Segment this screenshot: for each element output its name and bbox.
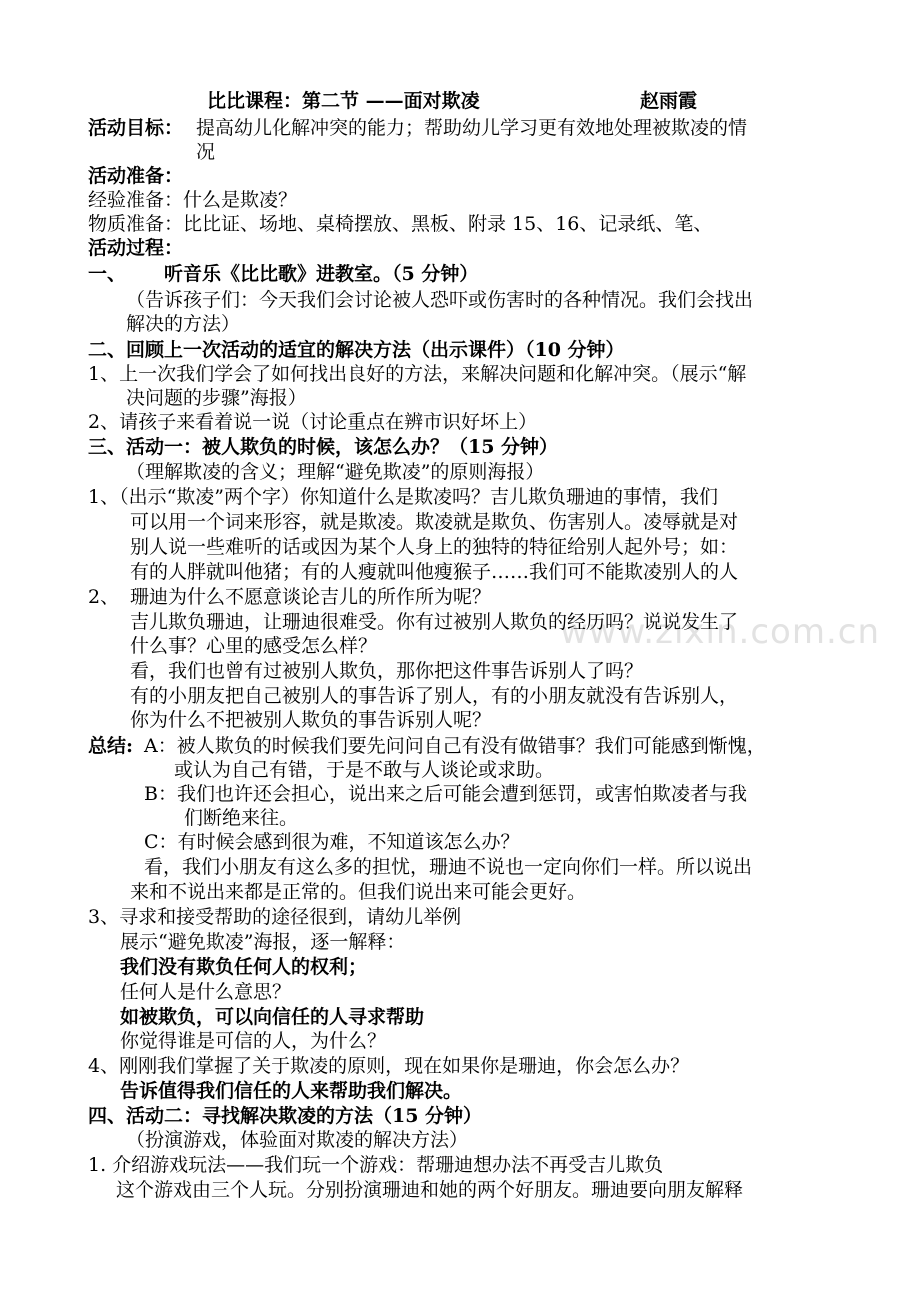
summary-b-cont: 们断绝来往。	[184, 807, 299, 829]
section1-title: 听音乐《比比歌》进教室。（5 分钟）	[164, 263, 479, 285]
section4-title: 四、活动二：寻找解决欺凌的方法（15 分钟）	[88, 1105, 483, 1127]
rule-question-1: 任何人是什么意思？	[120, 981, 292, 1003]
section3-note: （理解欺凌的含义；理解“避免欺凌”的原则海报）	[126, 461, 545, 483]
section3-item2-line3: 看，我们也曾有过被别人欺负，那你把这件事告诉别人了吗？	[130, 660, 644, 682]
section3-item2-title: 珊迪为什么不愿意谈论吉儿的所作所为呢？	[130, 586, 492, 608]
summary-c: C：有时候会感到很为难，不知道该怎么办？	[144, 831, 520, 853]
section3-item1: 1、（出示“欺凌”两个字）你知道什么是欺凌吗？吉儿欺负珊迪的事情，我们	[88, 486, 719, 508]
process-heading: 活动过程：	[88, 237, 184, 259]
section2-item1: 1、上一次我们学会了如何找出良好的方法，来解决问题和化解冲突。（展示“解	[88, 363, 747, 385]
section3-title: 三、活动一：被人欺负的时候，该怎么办？（15 分钟）	[88, 436, 559, 458]
section4-item1: 1. 介绍游戏玩法——我们玩一个游戏：帮珊迪想办法不再受吉儿欺负	[88, 1154, 664, 1176]
section3-item2-line5: 你为什么不把被别人欺负的事告诉别人呢？	[130, 709, 492, 731]
summary-a-cont: 或认为自己有错，于是不敢与人谈论或求助。	[174, 759, 555, 781]
experience-prep: 经验准备：什么是欺凌？	[88, 189, 298, 211]
summary-label: 总结:	[88, 735, 134, 757]
section2-title: 二、回顾上一次活动的适宜的解决方法（出示课件）（10 分钟）	[88, 339, 625, 361]
summary-conclusion: 看，我们小朋友有这么多的担忧，珊迪不说也一定向你们一样。所以说出	[144, 856, 753, 878]
rule-seek-help: 如被欺负，可以向信任的人寻求帮助	[120, 1006, 425, 1028]
author-name: 赵雨霞	[640, 90, 698, 112]
section1-note-cont: 解决的方法）	[126, 313, 241, 335]
section4-item1-cont: 这个游戏由三个人玩。分别扮演珊迪和她的两个好朋友。珊迪要向朋友解释	[116, 1179, 744, 1201]
goal-label: 活动目标：	[88, 117, 184, 139]
watermark: www.zixin.com.cn	[560, 612, 880, 652]
section3-item2-line4: 有的小朋友把自己被别人的事告诉了别人，有的小朋友就没有告诉别人，	[130, 685, 739, 707]
section2-item1-cont: 决问题的步骤”海报）	[126, 387, 307, 409]
section3-item1-line3: 别人说一些难听的话或因为某个人身上的独特的特征给别人起外号；如：	[130, 536, 739, 558]
section3-item4: 4、刚刚我们掌握了关于欺凌的原则，现在如果你是珊迪，你会怎么办？	[88, 1055, 690, 1077]
section3-item3-poster: 展示“避免欺凌”海报，逐一解释：	[120, 931, 406, 953]
rule-no-bullying: 我们没有欺负任何人的权利；	[120, 956, 368, 978]
section3-item1-line2: 可以用一个词来形容，就是欺凌。欺凌就是欺负、伤害别人。凌辱就是对	[130, 511, 739, 533]
section3-item2-line1: 吉儿欺负珊迪，让珊迪很难受。你有过被别人欺负的经历吗？说说发生了	[130, 611, 739, 633]
summary-a: A：被人欺负的时候我们要先问问自己有没有做错事？我们可能感到惭愧，	[144, 735, 766, 757]
goal-text-cont: 况	[196, 141, 216, 163]
summary-conclusion-cont: 来和不说出来都是正常的。但我们说出来可能会更好。	[130, 881, 587, 903]
section1-note: （告诉孩子们：今天我们会讨论被人恐吓或伤害时的各种情况。我们会找出	[126, 289, 754, 311]
section3-item2-line2: 什么事？心里的感受怎么样？	[130, 635, 378, 657]
section3-item2-number: 2、	[88, 586, 120, 608]
goal-text: 提高幼儿化解冲突的能力；帮助幼儿学习更有效地处理被欺凌的情	[196, 117, 748, 139]
section4-note: （扮演游戏，体验面对欺凌的解决方法）	[126, 1129, 469, 1151]
rule-question-2: 你觉得谁是可信的人，为什么？	[120, 1030, 387, 1052]
page-title: 比比课程：第二节 ——面对欺凌	[207, 90, 480, 112]
prep-heading: 活动准备：	[88, 165, 184, 187]
section3-item3: 3、寻求和接受帮助的途径很到，请幼儿举例	[88, 906, 462, 928]
section3-item4-answer: 告诉值得我们信任的人来帮助我们解决。	[120, 1080, 463, 1102]
materials-prep: 物质准备：比比证、场地、桌椅摆放、黑板、附录 15、16、记录纸、笔、	[88, 213, 713, 235]
section1-number: 一、	[88, 263, 127, 285]
section2-item2: 2、请孩子来看着说一说（讨论重点在辨市识好坏上）	[88, 411, 538, 433]
section3-item1-line4: 有的人胖就叫他猪；有的人瘦就叫他瘦猴子……我们可不能欺凌别人的人	[130, 561, 739, 583]
summary-b: B：我们也许还会担心，说出来之后可能会遭到惩罚，或害怕欺凌者与我	[144, 783, 747, 805]
